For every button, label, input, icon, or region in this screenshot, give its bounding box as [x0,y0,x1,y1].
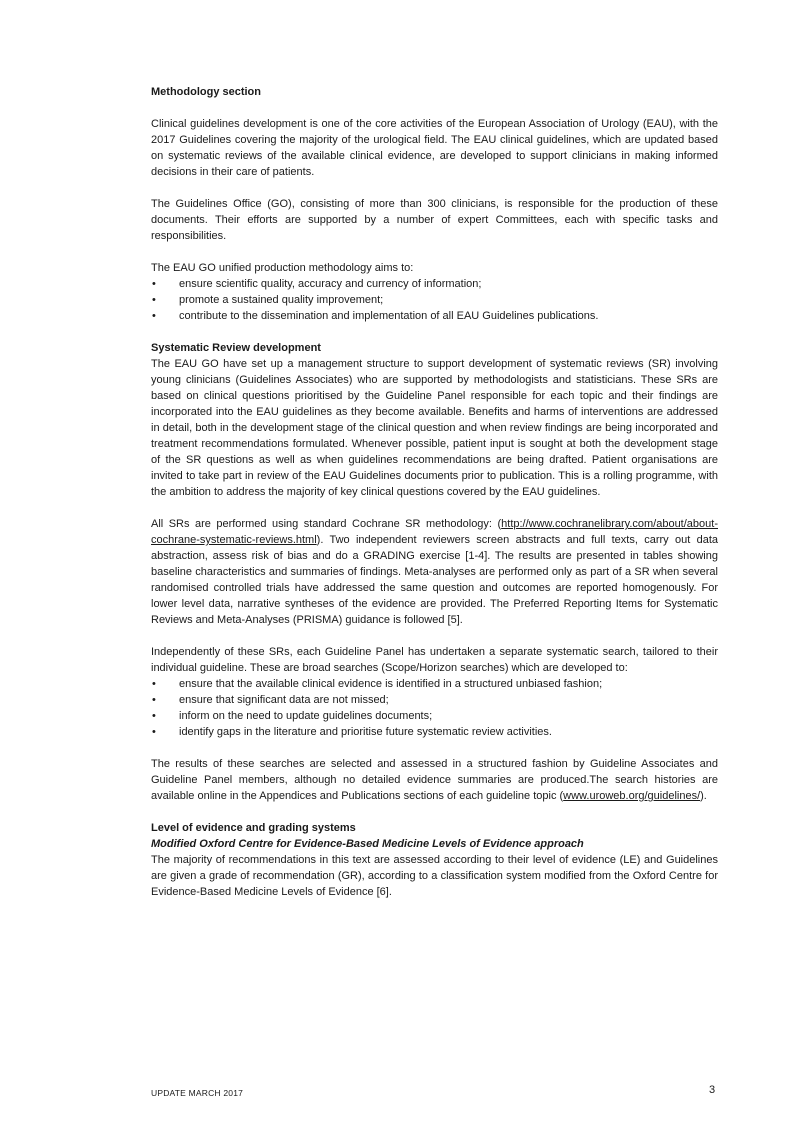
aims-list-item: • ensure scientific quality, accuracy and currency of information; [151,276,718,292]
evidence-paragraph: The majority of recommendations in this text are assessed according to their level of evidence (LE) and Guidelines are given a grade of recommendation (GR), according to a classification system modified from the Oxford Centre for Evidence-Based Medicine Levels of Evidence [6]. [151,854,718,898]
systematic-review-paragraph-3: Independently of these SRs, each Guideline Panel has undertaken a separate systematic search, tailored to their individual guideline. These are broad searches (Scope/Horizon searches) which are developed to: [151,646,718,674]
search-list-item: • inform on the need to update guidelines documents; [151,708,718,724]
section-title: Methodology section [151,86,261,98]
document-body [151,84,718,900]
para2-text-after: ). Two independent reviewers screen abstracts and full texts, carry out data abstraction, assess risk of bias and do a GRADING exercise [1-4]. The results are presented in tables showing baseline characteristics and summaries of findings. Meta-analyses are performed only as part of a SR when several randomised controlled trials have addressed the same question and outcomes are reported homogenously. For lower level data, narrative syntheses of the evidence are provided. The Preferred Reporting Items for Systematic Reviews and Meta-Analyses (PRISMA) guidance is followed [5]. [151,534,718,626]
search-list-item: • identify gaps in the literature and prioritise future systematic review activities. [151,724,718,740]
evidence-subheading: Modified Oxford Centre for Evidence-Based Medicine Levels of Evidence approach [151,838,584,850]
para2-text-before: All SRs are performed using standard Cochrane SR methodology: ( [151,518,502,530]
para4-text-before: The results of these searches are selected and assessed in a structured fashion by Guideline Associates and Guideline Panel members, although no detailed evidence summaries are produced.The search histories are available online in the Appendices and Publications sections of each guideline topic ( [151,758,718,802]
aims-list [151,276,718,324]
aims-lead: The EAU GO unified production methodology aims to: [151,262,414,274]
page-number: 3 [709,1084,716,1096]
systematic-review-heading: Systematic Review development [151,342,321,354]
cochrane-link[interactable]: http://www.cochranelibrary.com/about/about-cochrane-systematic-reviews.html [151,518,718,546]
systematic-review-paragraph-4 [151,756,718,804]
systematic-review-paragraph-2 [151,516,718,628]
search-list [151,676,718,740]
intro-paragraph-2: The Guidelines Office (GO), consisting of more than 300 clinicians, is responsible for the production of these documents. Their efforts are supported by a number of expert Committees, each with specific tasks and responsibilities. [151,198,718,242]
uroweb-link[interactable]: www.uroweb.org/guidelines/ [563,790,701,802]
aims-list-item: • promote a sustained quality improvement; [151,292,718,308]
para4-text-after: ). [700,790,707,802]
search-list-item: • ensure that significant data are not missed; [151,692,718,708]
footer-update-label: UPDATE MARCH 2017 [151,1088,244,1098]
intro-paragraph-1: Clinical guidelines development is one of the core activities of the European Association of Urology (EAU), with the 2017 Guidelines covering the majority of the urological field. The EAU clinical guidelines, which are updated based on systematic reviews of the available clinical evidence, are developed to support clinicians in making informed decisions in their care of patients. [151,118,718,178]
evidence-heading: Level of evidence and grading systems [151,822,356,834]
systematic-review-paragraph-1: The EAU GO have set up a management structure to support development of systematic reviews (SR) involving young clinicians (Guidelines Associates) who are supported by methodologists and statisticians. These SRs are based on clinical questions prioritised by the Guideline Panel responsible for each topic and their findings are incorporated into the EAU guidelines as they become available. Benefits and harms of interventions are addressed in detail, both in the development stage of the clinical question and when review findings are being incorporated and treatment recommendations formulated. Whenever possible, patient input is sought at both the development stage of the SR questions as well as when guidelines recommendations are being drafted. Patient organisations are invited to take part in review of the EAU Guidelines documents prior to publication. This is a rolling programme, with the ambition to address the majority of key clinical questions covered by the EAU guidelines. [151,358,718,498]
search-list-item: • ensure that the available clinical evidence is identified in a structured unbiased fashion; [151,676,718,692]
aims-list-item: • contribute to the dissemination and implementation of all EAU Guidelines publications. [151,308,718,324]
